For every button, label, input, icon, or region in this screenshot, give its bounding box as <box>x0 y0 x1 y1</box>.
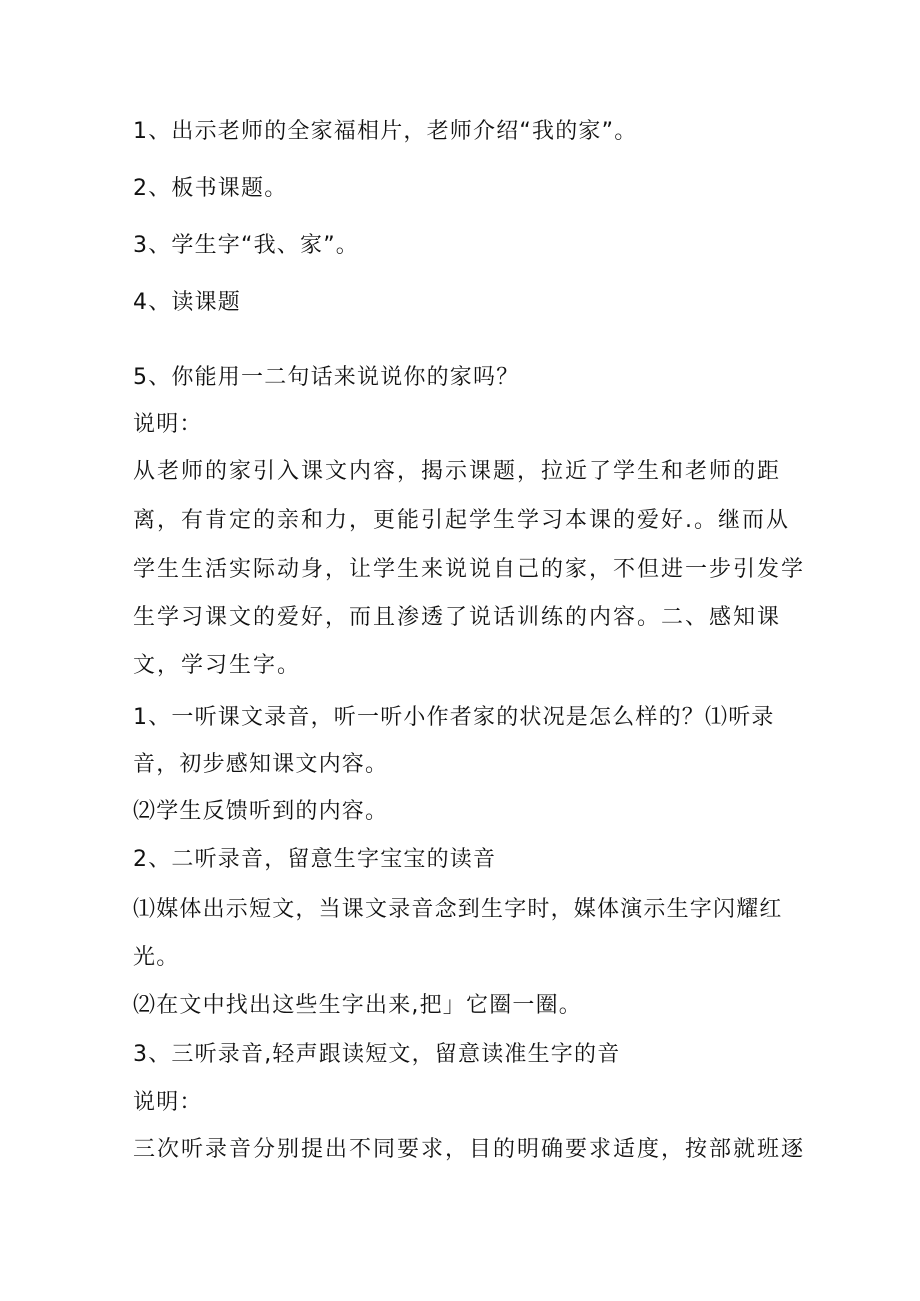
listen-substep-2b: ⑵在文中找出这些生字出来,把」它圈一圈。 <box>133 993 582 1018</box>
listen-substep-2: ⑵学生反馈听到的内容。 <box>133 799 389 824</box>
paragraph-line: 离，有肯定的亲和力，更能引起学生学习本课的爱好.。继而从 <box>133 508 790 533</box>
step-1: 1、出示老师的全家福相片，老师介绍“我的家”。 <box>133 119 638 144</box>
step-2: 2、板书课题。 <box>133 176 288 201</box>
note-label: 说明： <box>133 1090 203 1115</box>
note-label: 说明： <box>133 412 203 437</box>
paragraph-line: 文，学习生字。 <box>133 653 302 678</box>
listen-step-3: 3、三听录音,轻声跟读短文，留意读准生字的音 <box>133 1042 621 1067</box>
listen-step-2: 2、二听录音，留意生字宝宝的读音 <box>133 847 497 872</box>
step-3: 3、学生字“我、家”。 <box>133 233 359 258</box>
listen-substep-1: ⑴媒体出示短文，当课文录音念到生字时，媒体演示生字闪耀红 <box>133 897 783 922</box>
step-5: 5、你能用一二句话来说说你的家吗？ <box>133 365 520 390</box>
listen-step-1-continuation: 音，初步感知课文内容。 <box>133 752 389 777</box>
paragraph-line: 三次听录音分别提出不同要求，目的明确要求适度，按部就班逐 <box>133 1137 806 1162</box>
paragraph-line: 学生生活实际动身，让学生来说说自己的家，不但进一步引发学 <box>133 557 806 582</box>
step-4: 4、读课题 <box>133 290 241 315</box>
listen-substep-1-continuation: 光。 <box>133 945 180 970</box>
paragraph-line: 从老师的家引入课文内容，揭示课题，拉近了学生和老师的距 <box>133 459 782 484</box>
listen-step-1: 1、一听课文录音，听一听小作者家的状况是怎么样的？⑴听录 <box>133 705 775 730</box>
paragraph-line: 生学习课文的爱好，而且渗透了说话训练的内容。二、感知课 <box>133 605 782 630</box>
